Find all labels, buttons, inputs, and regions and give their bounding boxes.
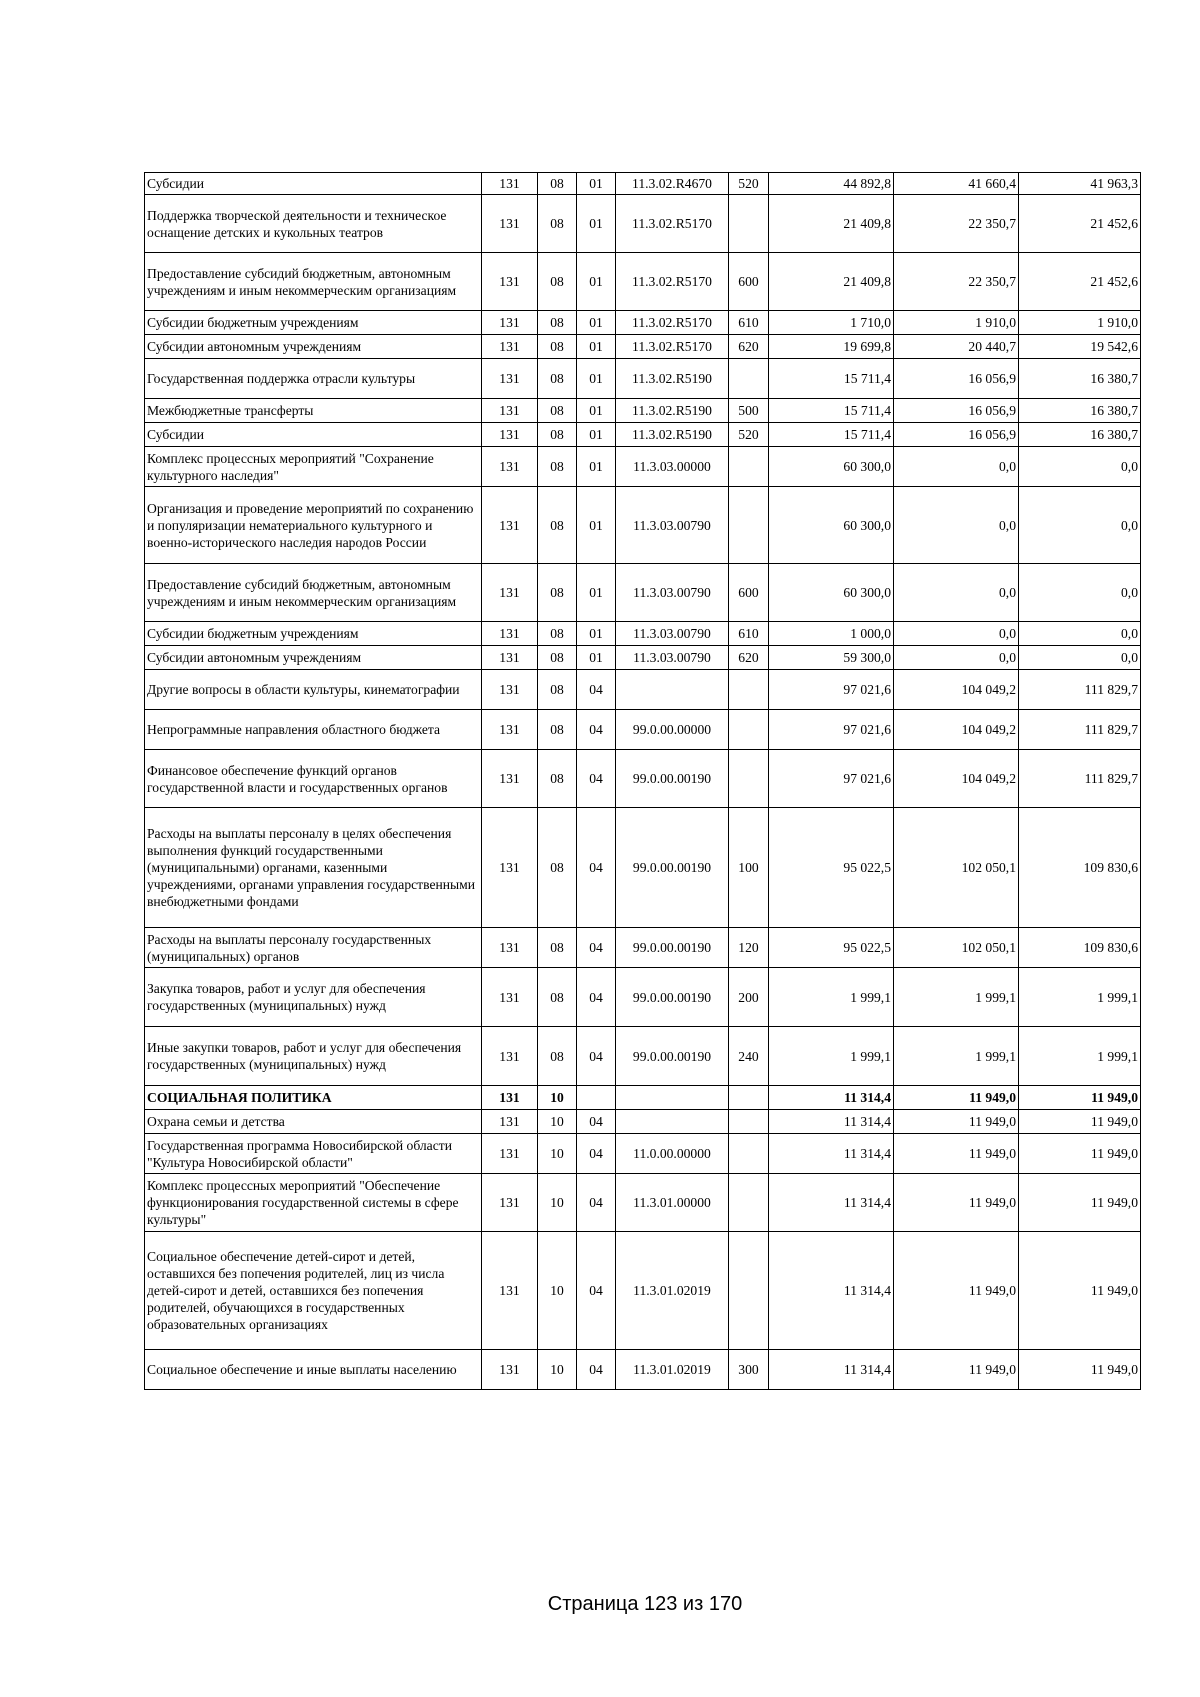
cell-vr: 610	[729, 622, 769, 646]
cell-pr: 01	[577, 311, 616, 335]
cell-gr: 131	[482, 173, 538, 195]
cell-rz: 10	[538, 1350, 577, 1390]
cell-amount-year2: 1 999,1	[894, 968, 1019, 1027]
cell-pr: 04	[577, 1350, 616, 1390]
cell-gr: 131	[482, 564, 538, 622]
cell-rz: 08	[538, 423, 577, 447]
cell-gr: 131	[482, 750, 538, 808]
table-row	[145, 564, 1141, 622]
cell-amount-year3: 11 949,0	[1019, 1350, 1141, 1390]
cell-amount-year2: 0,0	[894, 564, 1019, 622]
cell-amount-year3: 0,0	[1019, 646, 1141, 670]
cell-pr: 01	[577, 646, 616, 670]
cell-amount-year3: 41 963,3	[1019, 173, 1141, 195]
cell-pr: 04	[577, 1134, 616, 1174]
cell-rz: 08	[538, 253, 577, 311]
cell-csr: 11.3.02.R5190	[616, 399, 729, 423]
table-row	[145, 335, 1141, 359]
cell-vr	[729, 359, 769, 399]
cell-amount-year2: 104 049,2	[894, 710, 1019, 750]
cell-amount-year1: 1 999,1	[769, 968, 894, 1027]
cell-name: Субсидии автономным учреждениям	[145, 646, 482, 670]
cell-amount-year3: 11 949,0	[1019, 1232, 1141, 1350]
cell-pr: 04	[577, 928, 616, 968]
cell-name: Предоставление субсидий бюджетным, автономным учреждениям и иным некоммерческим организациям	[145, 253, 482, 311]
cell-rz: 08	[538, 399, 577, 423]
cell-vr: 600	[729, 253, 769, 311]
cell-amount-year3: 0,0	[1019, 564, 1141, 622]
cell-amount-year2: 11 949,0	[894, 1110, 1019, 1134]
cell-csr	[616, 1086, 729, 1110]
cell-name: Межбюджетные трансферты	[145, 399, 482, 423]
cell-amount-year1: 11 314,4	[769, 1134, 894, 1174]
cell-rz: 08	[538, 808, 577, 928]
cell-vr	[729, 670, 769, 710]
cell-amount-year2: 0,0	[894, 646, 1019, 670]
cell-name: Субсидии бюджетным учреждениям	[145, 311, 482, 335]
cell-amount-year3: 111 829,7	[1019, 750, 1141, 808]
cell-amount-year2: 11 949,0	[894, 1086, 1019, 1110]
cell-csr: 99.0.00.00190	[616, 1027, 729, 1086]
cell-gr: 131	[482, 487, 538, 564]
cell-name: Охрана семьи и детства	[145, 1110, 482, 1134]
cell-gr: 131	[482, 622, 538, 646]
cell-vr: 620	[729, 335, 769, 359]
cell-rz: 08	[538, 311, 577, 335]
cell-amount-year1: 44 892,8	[769, 173, 894, 195]
cell-vr	[729, 195, 769, 253]
cell-csr: 11.3.01.02019	[616, 1350, 729, 1390]
cell-csr: 11.3.02.R5170	[616, 195, 729, 253]
cell-name: Субсидии	[145, 423, 482, 447]
cell-vr	[729, 1232, 769, 1350]
cell-pr: 01	[577, 399, 616, 423]
page-footer: Страница 123 из 170	[547, 1593, 743, 1615]
cell-amount-year3: 11 949,0	[1019, 1174, 1141, 1232]
cell-gr: 131	[482, 253, 538, 311]
cell-vr	[729, 1110, 769, 1134]
cell-pr: 04	[577, 1232, 616, 1350]
cell-name: Комплекс процессных мероприятий "Обеспечение функционирования государственной системы в сфере культуры"	[145, 1174, 482, 1232]
cell-csr: 99.0.00.00000	[616, 710, 729, 750]
cell-amount-year3: 16 380,7	[1019, 399, 1141, 423]
cell-gr: 131	[482, 1086, 538, 1110]
cell-amount-year3: 1 999,1	[1019, 968, 1141, 1027]
cell-gr: 131	[482, 423, 538, 447]
cell-vr: 200	[729, 968, 769, 1027]
cell-amount-year3: 21 452,6	[1019, 253, 1141, 311]
cell-vr: 600	[729, 564, 769, 622]
table-row	[145, 311, 1141, 335]
cell-name: Субсидии автономным учреждениям	[145, 335, 482, 359]
cell-amount-year2: 1 910,0	[894, 311, 1019, 335]
cell-name: Поддержка творческой деятельности и техническое оснащение детских и кукольных театров	[145, 195, 482, 253]
cell-gr: 131	[482, 968, 538, 1027]
cell-vr	[729, 1174, 769, 1232]
table-row	[145, 487, 1141, 564]
cell-amount-year1: 21 409,8	[769, 195, 894, 253]
cell-amount-year2: 102 050,1	[894, 928, 1019, 968]
table-row	[145, 1110, 1141, 1134]
cell-vr	[729, 447, 769, 487]
cell-rz: 08	[538, 646, 577, 670]
cell-amount-year3: 0,0	[1019, 447, 1141, 487]
cell-csr: 99.0.00.00190	[616, 808, 729, 928]
budget-table	[144, 172, 1141, 1390]
cell-name: Другие вопросы в области культуры, кинематографии	[145, 670, 482, 710]
cell-gr: 131	[482, 195, 538, 253]
cell-pr: 01	[577, 173, 616, 195]
cell-amount-year3: 1 999,1	[1019, 1027, 1141, 1086]
cell-amount-year1: 1 999,1	[769, 1027, 894, 1086]
cell-amount-year2: 11 949,0	[894, 1134, 1019, 1174]
cell-vr: 120	[729, 928, 769, 968]
table-row	[145, 928, 1141, 968]
cell-amount-year3: 111 829,7	[1019, 670, 1141, 710]
cell-csr: 11.0.00.00000	[616, 1134, 729, 1174]
cell-csr	[616, 1110, 729, 1134]
cell-csr: 11.3.01.00000	[616, 1174, 729, 1232]
cell-amount-year3: 0,0	[1019, 622, 1141, 646]
cell-gr: 131	[482, 399, 538, 423]
cell-amount-year3: 21 452,6	[1019, 195, 1141, 253]
cell-vr	[729, 487, 769, 564]
cell-gr: 131	[482, 646, 538, 670]
cell-name: Государственная поддержка отрасли культуры	[145, 359, 482, 399]
cell-amount-year2: 11 949,0	[894, 1174, 1019, 1232]
cell-name: Расходы на выплаты персоналу в целях обеспечения выполнения функций государственными (муниципальными) органами, казенными учреждениями, органами управления государственными внебюджетными фондами	[145, 808, 482, 928]
cell-name: Субсидии	[145, 173, 482, 195]
cell-rz: 08	[538, 928, 577, 968]
cell-amount-year2: 1 999,1	[894, 1027, 1019, 1086]
cell-name: Непрограммные направления областного бюджета	[145, 710, 482, 750]
table-row	[145, 447, 1141, 487]
table-row	[145, 646, 1141, 670]
cell-gr: 131	[482, 1027, 538, 1086]
cell-gr: 131	[482, 1174, 538, 1232]
cell-amount-year1: 11 314,4	[769, 1174, 894, 1232]
cell-rz: 08	[538, 487, 577, 564]
cell-vr: 610	[729, 311, 769, 335]
cell-pr: 01	[577, 253, 616, 311]
cell-amount-year3: 109 830,6	[1019, 928, 1141, 968]
cell-amount-year1: 15 711,4	[769, 423, 894, 447]
table-row	[145, 710, 1141, 750]
cell-amount-year1: 11 314,4	[769, 1350, 894, 1390]
cell-gr: 131	[482, 1350, 538, 1390]
cell-amount-year3: 19 542,6	[1019, 335, 1141, 359]
cell-amount-year2: 0,0	[894, 622, 1019, 646]
cell-rz: 08	[538, 710, 577, 750]
cell-vr: 520	[729, 173, 769, 195]
cell-rz: 10	[538, 1232, 577, 1350]
cell-pr: 04	[577, 1110, 616, 1134]
cell-amount-year1: 15 711,4	[769, 399, 894, 423]
cell-gr: 131	[482, 447, 538, 487]
cell-name: Организация и проведение мероприятий по сохранению и популяризации нематериального культурного и военно-исторического наследия народов России	[145, 487, 482, 564]
cell-amount-year2: 20 440,7	[894, 335, 1019, 359]
cell-amount-year2: 0,0	[894, 487, 1019, 564]
cell-pr: 04	[577, 670, 616, 710]
cell-amount-year3: 11 949,0	[1019, 1134, 1141, 1174]
table-row	[145, 1232, 1141, 1350]
cell-gr: 131	[482, 1134, 538, 1174]
cell-amount-year3: 16 380,7	[1019, 359, 1141, 399]
cell-amount-year2: 102 050,1	[894, 808, 1019, 928]
cell-name: Закупка товаров, работ и услуг для обеспечения государственных (муниципальных) нужд	[145, 968, 482, 1027]
cell-amount-year3: 11 949,0	[1019, 1086, 1141, 1110]
cell-vr	[729, 1134, 769, 1174]
cell-pr: 04	[577, 710, 616, 750]
cell-amount-year2: 11 949,0	[894, 1350, 1019, 1390]
table-row	[145, 195, 1141, 253]
table-row	[145, 1350, 1141, 1390]
table-row	[145, 423, 1141, 447]
cell-vr: 300	[729, 1350, 769, 1390]
cell-csr: 99.0.00.00190	[616, 928, 729, 968]
cell-rz: 08	[538, 1027, 577, 1086]
cell-csr: 11.3.03.00790	[616, 487, 729, 564]
cell-csr: 11.3.03.00790	[616, 564, 729, 622]
cell-csr: 11.3.01.02019	[616, 1232, 729, 1350]
cell-rz: 08	[538, 968, 577, 1027]
table-row	[145, 173, 1141, 195]
cell-pr: 04	[577, 1174, 616, 1232]
cell-pr: 01	[577, 359, 616, 399]
table-row	[145, 1174, 1141, 1232]
cell-amount-year2: 104 049,2	[894, 750, 1019, 808]
cell-rz: 08	[538, 447, 577, 487]
cell-amount-year1: 60 300,0	[769, 564, 894, 622]
cell-pr	[577, 1086, 616, 1110]
cell-rz: 10	[538, 1134, 577, 1174]
table-row	[145, 399, 1141, 423]
cell-csr: 99.0.00.00190	[616, 968, 729, 1027]
cell-vr: 500	[729, 399, 769, 423]
cell-rz: 08	[538, 670, 577, 710]
cell-amount-year2: 104 049,2	[894, 670, 1019, 710]
cell-name: Субсидии бюджетным учреждениям	[145, 622, 482, 646]
cell-pr: 04	[577, 750, 616, 808]
cell-gr: 131	[482, 311, 538, 335]
cell-csr	[616, 670, 729, 710]
cell-amount-year2: 22 350,7	[894, 195, 1019, 253]
cell-pr: 01	[577, 564, 616, 622]
cell-pr: 04	[577, 968, 616, 1027]
table-row	[145, 968, 1141, 1027]
cell-amount-year1: 1 710,0	[769, 311, 894, 335]
cell-gr: 131	[482, 808, 538, 928]
table-body	[145, 173, 1141, 1390]
cell-amount-year2: 41 660,4	[894, 173, 1019, 195]
cell-gr: 131	[482, 710, 538, 750]
cell-amount-year1: 19 699,8	[769, 335, 894, 359]
cell-amount-year1: 95 022,5	[769, 928, 894, 968]
table-row	[145, 359, 1141, 399]
cell-amount-year3: 1 910,0	[1019, 311, 1141, 335]
cell-pr: 01	[577, 423, 616, 447]
cell-name: Социальное обеспечение и иные выплаты населению	[145, 1350, 482, 1390]
cell-rz: 10	[538, 1174, 577, 1232]
cell-amount-year3: 11 949,0	[1019, 1110, 1141, 1134]
cell-name: Финансовое обеспечение функций органов государственной власти и государственных органов	[145, 750, 482, 808]
cell-name: Предоставление субсидий бюджетным, автономным учреждениям и иным некоммерческим организациям	[145, 564, 482, 622]
cell-csr: 11.3.02.R5190	[616, 359, 729, 399]
cell-amount-year1: 11 314,4	[769, 1232, 894, 1350]
cell-rz: 08	[538, 195, 577, 253]
cell-amount-year2: 16 056,9	[894, 399, 1019, 423]
cell-amount-year1: 97 021,6	[769, 750, 894, 808]
cell-rz: 08	[538, 750, 577, 808]
cell-pr: 04	[577, 808, 616, 928]
cell-csr: 11.3.02.R5170	[616, 335, 729, 359]
cell-gr: 131	[482, 928, 538, 968]
cell-gr: 131	[482, 335, 538, 359]
cell-csr: 11.3.03.00000	[616, 447, 729, 487]
cell-vr	[729, 750, 769, 808]
cell-vr	[729, 710, 769, 750]
cell-csr: 11.3.02.R5190	[616, 423, 729, 447]
cell-amount-year3: 109 830,6	[1019, 808, 1141, 928]
cell-amount-year1: 21 409,8	[769, 253, 894, 311]
cell-csr: 11.3.03.00790	[616, 646, 729, 670]
cell-amount-year1: 97 021,6	[769, 710, 894, 750]
cell-amount-year1: 15 711,4	[769, 359, 894, 399]
cell-name: Социальное обеспечение детей-сирот и детей, оставшихся без попечения родителей, лиц из числа детей-сирот и детей, оставшихся без попечения родителей, обучающихся в государственных образовательных организациях	[145, 1232, 482, 1350]
cell-amount-year1: 60 300,0	[769, 447, 894, 487]
cell-amount-year2: 0,0	[894, 447, 1019, 487]
cell-pr: 01	[577, 335, 616, 359]
cell-amount-year3: 111 829,7	[1019, 710, 1141, 750]
cell-amount-year1: 97 021,6	[769, 670, 894, 710]
table-row	[145, 750, 1141, 808]
cell-name: Государственная программа Новосибирской области "Культура Новосибирской области"	[145, 1134, 482, 1174]
cell-name: СОЦИАЛЬНАЯ ПОЛИТИКА	[145, 1086, 482, 1110]
cell-gr: 131	[482, 1110, 538, 1134]
cell-vr: 240	[729, 1027, 769, 1086]
cell-vr: 520	[729, 423, 769, 447]
table-row	[145, 1086, 1141, 1110]
table-row	[145, 1134, 1141, 1174]
cell-amount-year1: 1 000,0	[769, 622, 894, 646]
cell-vr: 100	[729, 808, 769, 928]
cell-gr: 131	[482, 670, 538, 710]
table-row	[145, 808, 1141, 928]
cell-pr: 04	[577, 1027, 616, 1086]
cell-gr: 131	[482, 1232, 538, 1350]
cell-rz: 08	[538, 359, 577, 399]
table-row	[145, 670, 1141, 710]
cell-vr	[729, 1086, 769, 1110]
cell-amount-year1: 11 314,4	[769, 1110, 894, 1134]
cell-amount-year2: 22 350,7	[894, 253, 1019, 311]
cell-rz: 10	[538, 1086, 577, 1110]
cell-pr: 01	[577, 622, 616, 646]
cell-csr: 11.3.02.R5170	[616, 311, 729, 335]
table-row	[145, 622, 1141, 646]
cell-amount-year2: 16 056,9	[894, 359, 1019, 399]
cell-rz: 08	[538, 173, 577, 195]
cell-csr: 11.3.02.R5170	[616, 253, 729, 311]
table-row	[145, 1027, 1141, 1086]
cell-amount-year3: 0,0	[1019, 487, 1141, 564]
cell-csr: 99.0.00.00190	[616, 750, 729, 808]
cell-amount-year1: 59 300,0	[769, 646, 894, 670]
cell-amount-year1: 11 314,4	[769, 1086, 894, 1110]
cell-pr: 01	[577, 487, 616, 564]
cell-pr: 01	[577, 447, 616, 487]
table-row	[145, 253, 1141, 311]
cell-amount-year3: 16 380,7	[1019, 423, 1141, 447]
cell-csr: 11.3.02.R4670	[616, 173, 729, 195]
cell-vr: 620	[729, 646, 769, 670]
cell-amount-year2: 11 949,0	[894, 1232, 1019, 1350]
cell-csr: 11.3.03.00790	[616, 622, 729, 646]
cell-rz: 08	[538, 622, 577, 646]
cell-rz: 10	[538, 1110, 577, 1134]
cell-amount-year1: 60 300,0	[769, 487, 894, 564]
cell-rz: 08	[538, 335, 577, 359]
cell-amount-year1: 95 022,5	[769, 808, 894, 928]
cell-gr: 131	[482, 359, 538, 399]
cell-pr: 01	[577, 195, 616, 253]
cell-name: Расходы на выплаты персоналу государственных (муниципальных) органов	[145, 928, 482, 968]
cell-name: Иные закупки товаров, работ и услуг для обеспечения государственных (муниципальных) нужд	[145, 1027, 482, 1086]
cell-amount-year2: 16 056,9	[894, 423, 1019, 447]
cell-name: Комплекс процессных мероприятий "Сохранение культурного наследия"	[145, 447, 482, 487]
cell-rz: 08	[538, 564, 577, 622]
